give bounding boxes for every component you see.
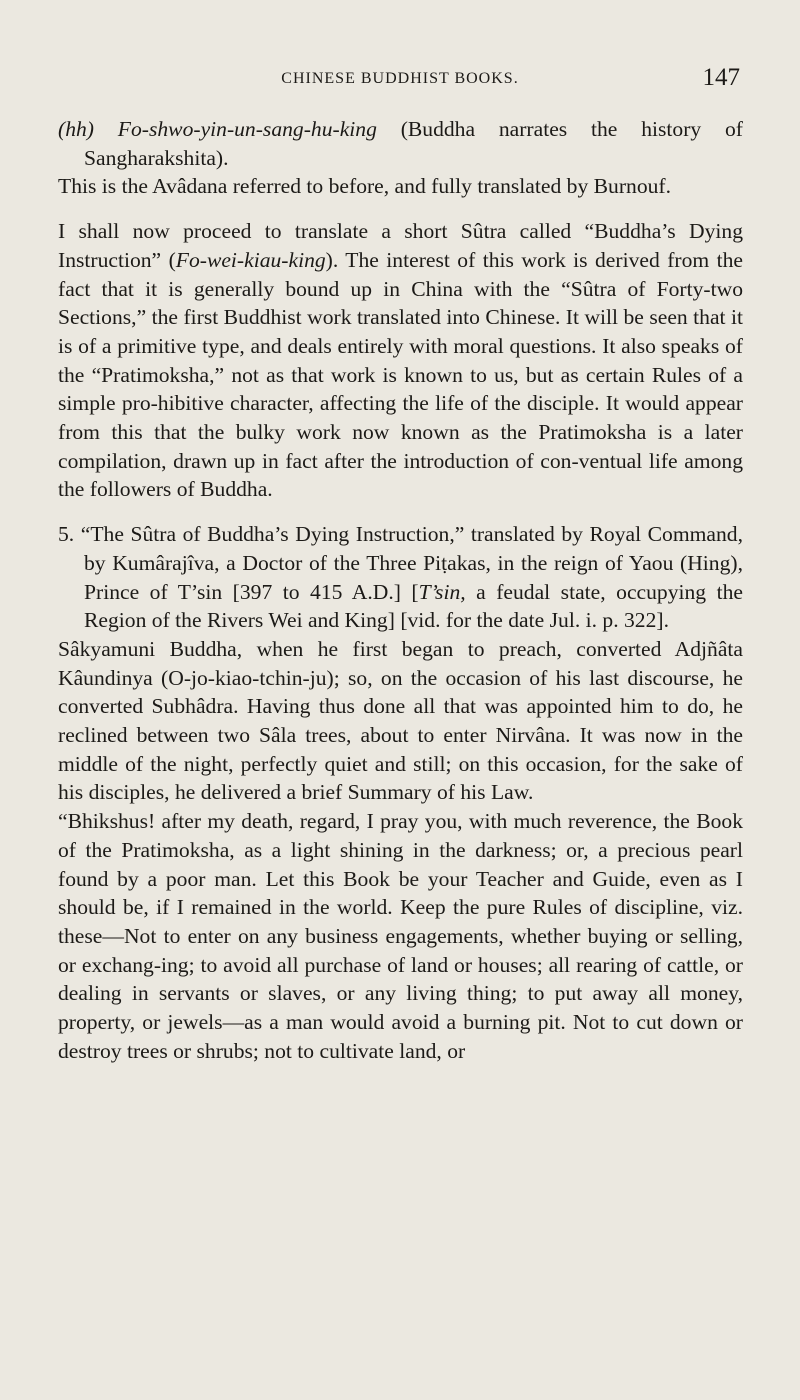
page-number: 147 — [702, 64, 740, 91]
paragraph-avadana: This is the Avâdana referred to before, and fully translated by Burnouf. — [58, 174, 672, 199]
entry-marker: (hh) — [58, 117, 94, 141]
paragraph-bhikshus: “Bhikshus! after my death, regard, I pray you, with much reverence, the Book of the Pratimoksha, as a light shining in the darkness; or, a precious pearl found by a poor man. Let this Book be your Teacher and Guide, even as I should be, if I remained in the world. Keep the pure Rules of discipline, viz. these—Not to enter on any business engagements, whether buying or selling, or exchang-ing; to avoid all purchase of land or houses; all rearing of cattle, or dealing in servants or slaves, or any living thing; to put away all money, property, or jewels—as a man would avoid a burning pit. Not to cut down or destroy trees or shrubs; not to cultivate land, or — [58, 809, 743, 1063]
running-title: CHINESE BUDDHIST BOOKS. — [281, 70, 519, 87]
paragraph-sakyamuni: Sâkyamuni Buddha, when he first began to preach, converted Adjñâta Kâundinya (O-jo-kiao-tchin-ju); so, on the occasion of his last discourse, he converted Subhâdra. Having thus done all that was appointed him to do, he reclined between two Sâla trees, about to enter Nirvâna. It was now in the middle of the night, perfectly quiet and still; on this occasion, for the sake of his disciples, he delivered a brief Summary of his Law. — [58, 636, 743, 805]
intro-text-a: I shall now proceed to translate a short Sûtra called “Buddha’s Dying Instruction” ( — [58, 219, 743, 272]
sutra-heading-a: 5. “The Sûtra of Buddha’s Dying Instruction,” translated by Royal Command, by Kumârajîva, a Doctor of the Three Piṭakas, in the reign of Yaou (Hing), Prince of T’sin [397 to 415 A.D.] [ — [58, 522, 743, 604]
sutra-heading-b: a feudal state, occupying the Region of the Rivers Wei and King] [vid. for the date Jul. i. p. 322]. — [84, 579, 743, 633]
entry-title: Fo-shwo-yin-un-sang-hu-king — [117, 117, 377, 141]
sutra-heading-italic: T’sin, — [418, 579, 466, 604]
page-header — [0, 64, 800, 110]
body-text — [58, 115, 743, 1066]
intro-text-b: ). The interest of this work is derived from the fact that it is generally bound up in China with the “Sûtra of Forty-two Sections,” the first Buddhist work translated into Chinese. It will be seen that it is of a primitive type, and deals entirely with moral questions. It also speaks of the “Pratimoksha,” not as that work is known to us, but as certain Rules of a simple pro-hibitive character, affecting the life of the disciple. It would appear from this that the bulky work now known as the Pratimoksha is a later compilation, drawn up in fact after the introduction of con-ventual life among the followers of Buddha. — [58, 247, 743, 502]
paragraph-introduction — [58, 217, 743, 504]
intro-italic-title: Fo-wei-kiau-king — [175, 247, 326, 272]
entry-hh — [58, 115, 743, 172]
paragraph-sutra-heading — [58, 520, 743, 635]
entry-gloss: (Buddha narrates the history of Sangharakshita). — [84, 117, 743, 170]
